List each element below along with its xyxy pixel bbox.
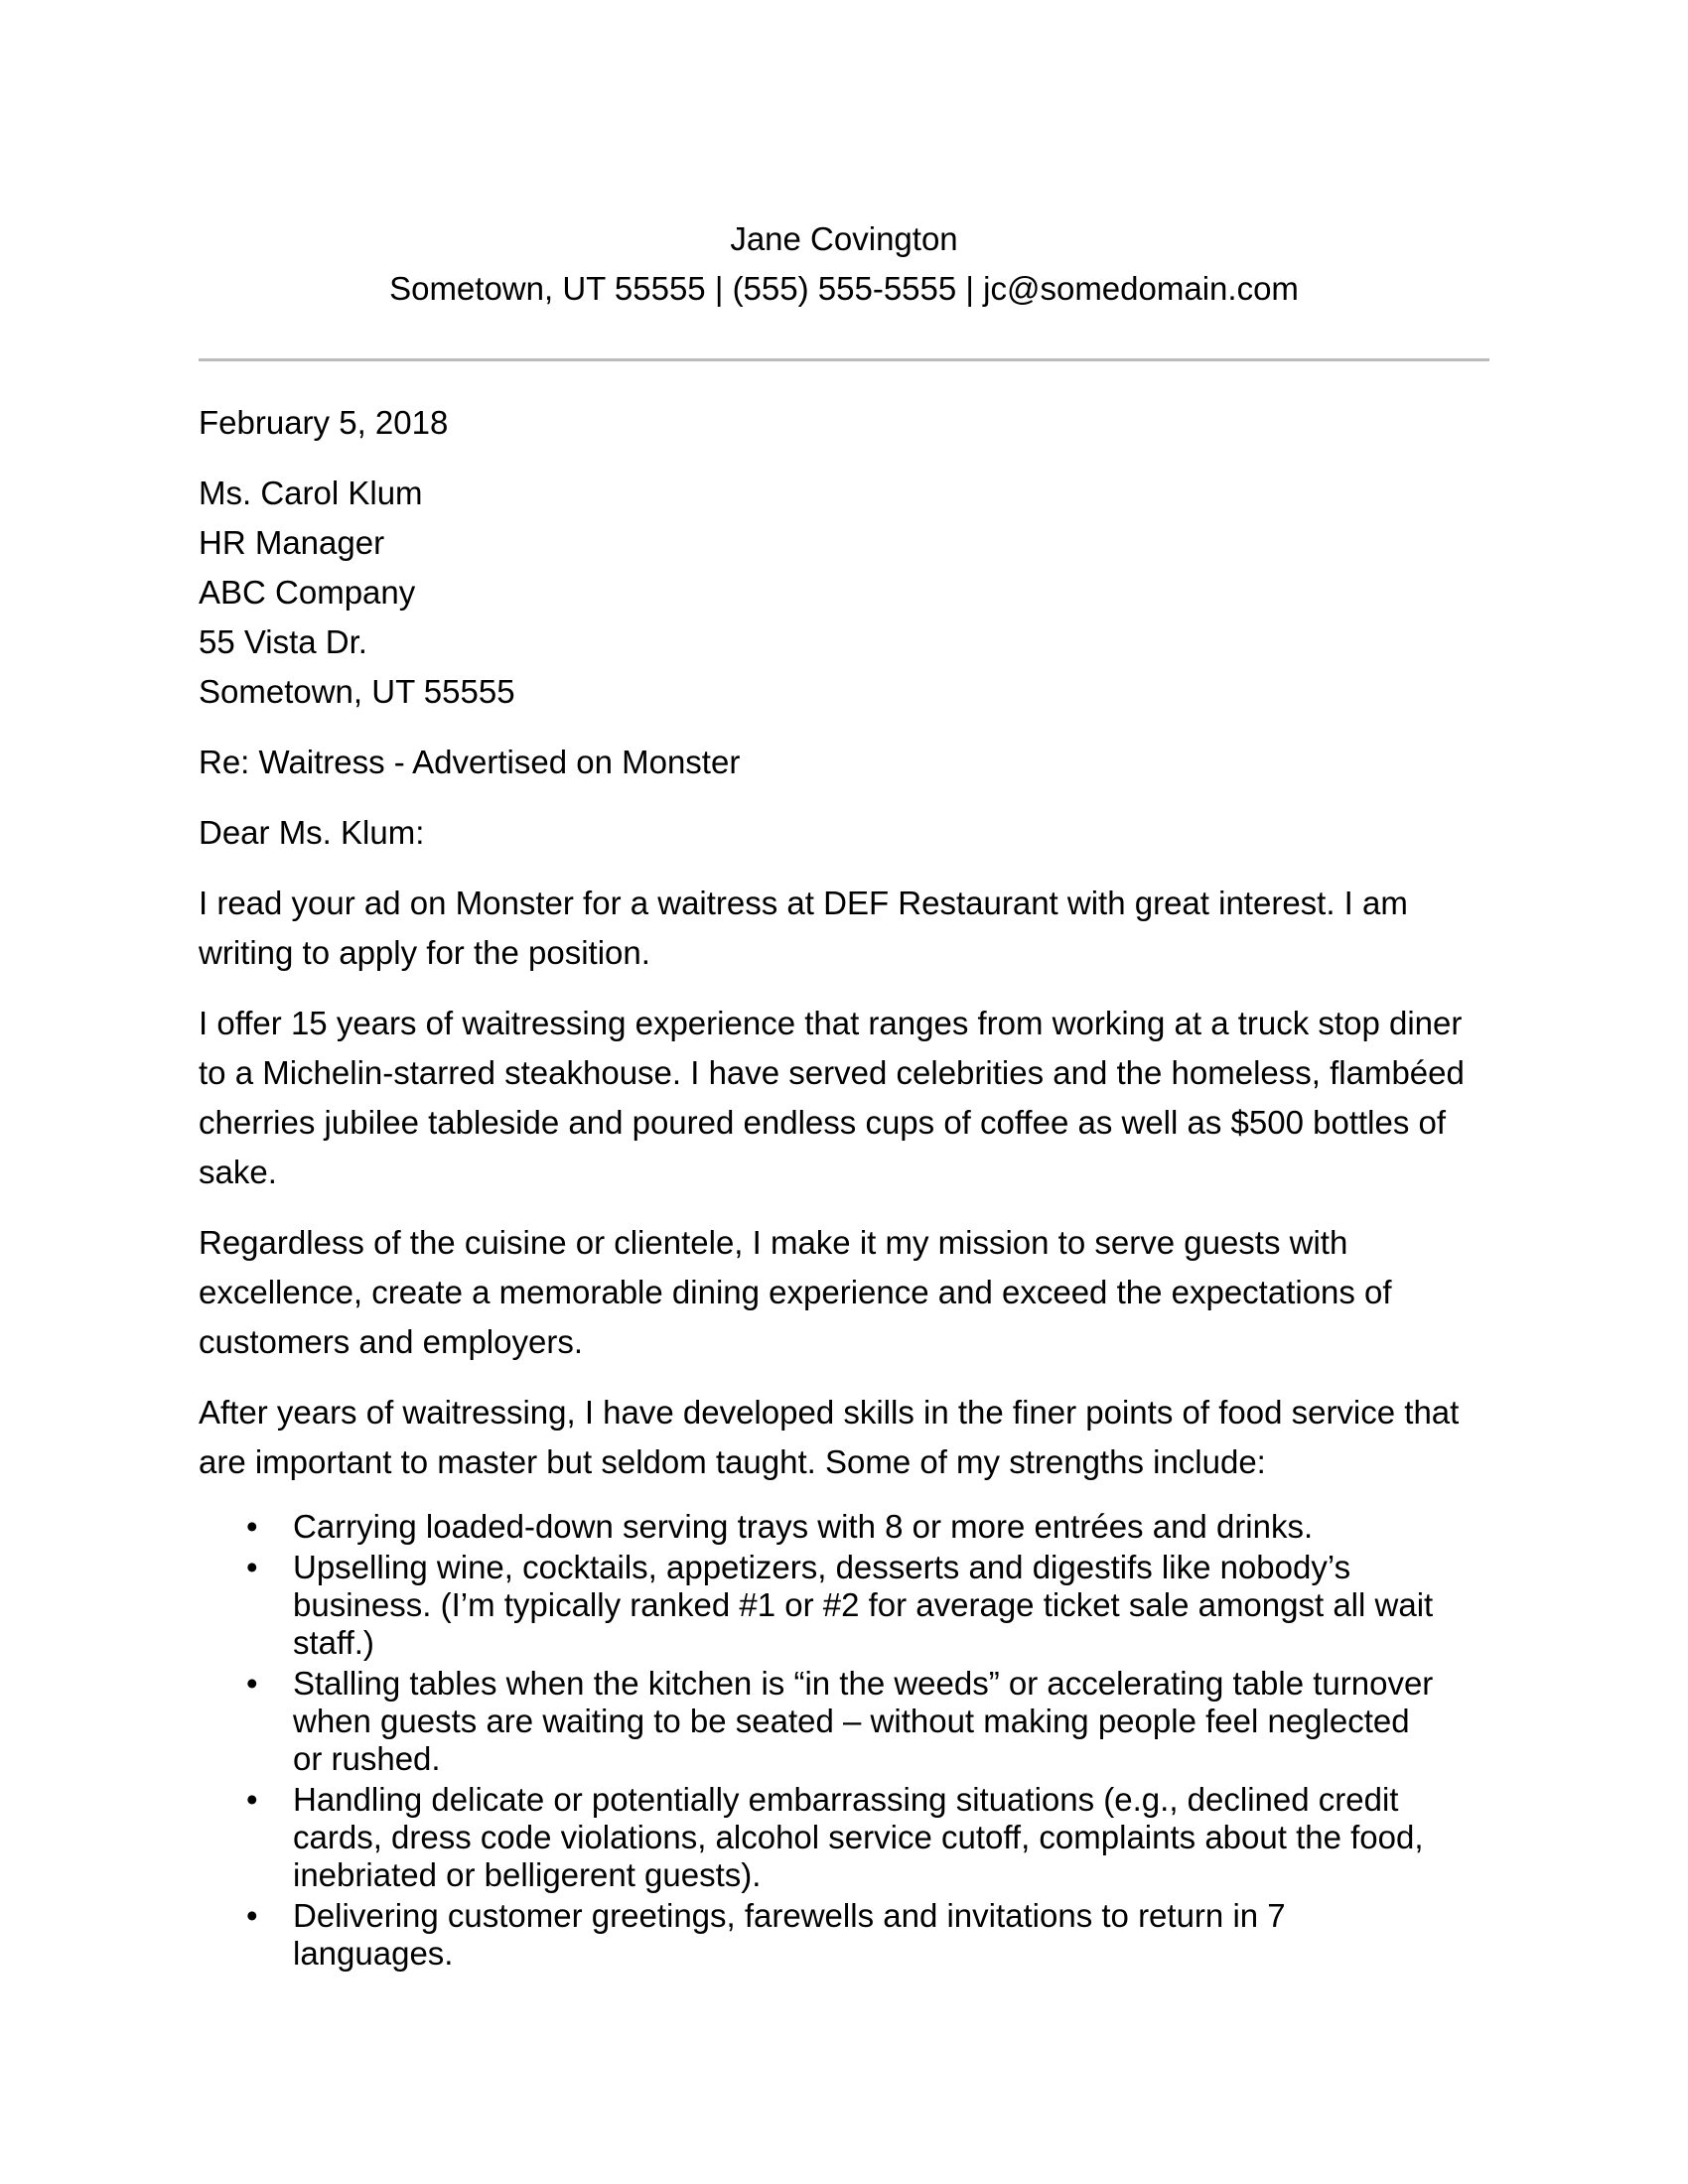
- strength-item: • Stalling tables when the kitchen is “in the weeds” or accelerating table turnover when guests are waiting to be seated – without making people feel neglected or rushed.: [293, 1665, 1445, 1778]
- letter-date: February 5, 2018: [199, 404, 449, 441]
- letterhead-divider: [199, 358, 1489, 361]
- strength-item: • Delivering customer greetings, farewells and invitations to return in 7 languages.: [293, 1897, 1445, 1973]
- salutation: Dear Ms. Klum:: [199, 814, 425, 851]
- strength-item: • Handling delicate or potentially embarrassing situations (e.g., declined credit cards, dress code violations, alcohol service cutoff, complaints about the food, inebriated or belligerent guests).: [293, 1781, 1445, 1894]
- paragraph-experience: I offer 15 years of waitressing experience that ranges from working at a truck stop diner to a Michelin-starred steakhouse. I have served celebrities and the homeless, flambéed cherries jubilee tableside and poured endless cups of coffee as well as $500 bottles of sake.: [199, 1005, 1465, 1190]
- recipient-title: HR Manager: [199, 524, 385, 561]
- paragraph-intro: I read your ad on Monster for a waitress at DEF Restaurant with great interest. I am writing to apply for the position.: [199, 885, 1408, 971]
- recipient-company: ABC Company: [199, 574, 416, 611]
- recipient-street: 55 Vista Dr.: [199, 623, 367, 660]
- sender-contact-line: Sometown, UT 55555 | (555) 555-5555 | jc@somedomain.com: [389, 270, 1299, 307]
- subject-line: Re: Waitress - Advertised on Monster: [199, 744, 741, 780]
- paragraph-skills-lead-in: After years of waitressing, I have developed skills in the finer points of food service that are important to master but seldom taught. Some of my strengths include:: [199, 1394, 1460, 1480]
- letterhead: [199, 214, 1489, 314]
- recipient-address: [199, 469, 1489, 717]
- paragraph-mission: Regardless of the cuisine or clientele, I make it my mission to serve guests with excellence, create a memorable dining experience and exceed the expectations of customers and employers.: [199, 1224, 1392, 1360]
- strength-item: • Carrying loaded-down serving trays with 8 or more entrées and drinks.: [293, 1508, 1445, 1546]
- recipient-name: Ms. Carol Klum: [199, 475, 423, 511]
- strengths-list: [199, 1508, 1489, 1973]
- recipient-city: Sometown, UT 55555: [199, 673, 515, 710]
- letter-body: [199, 398, 1489, 1973]
- sender-name: Jane Covington: [730, 220, 958, 257]
- strength-item: • Upselling wine, cocktails, appetizers, desserts and digestifs like nobody’s business. (I’m typically ranked #1 or #2 for average ticket sale amongst all wait staff.): [293, 1549, 1445, 1662]
